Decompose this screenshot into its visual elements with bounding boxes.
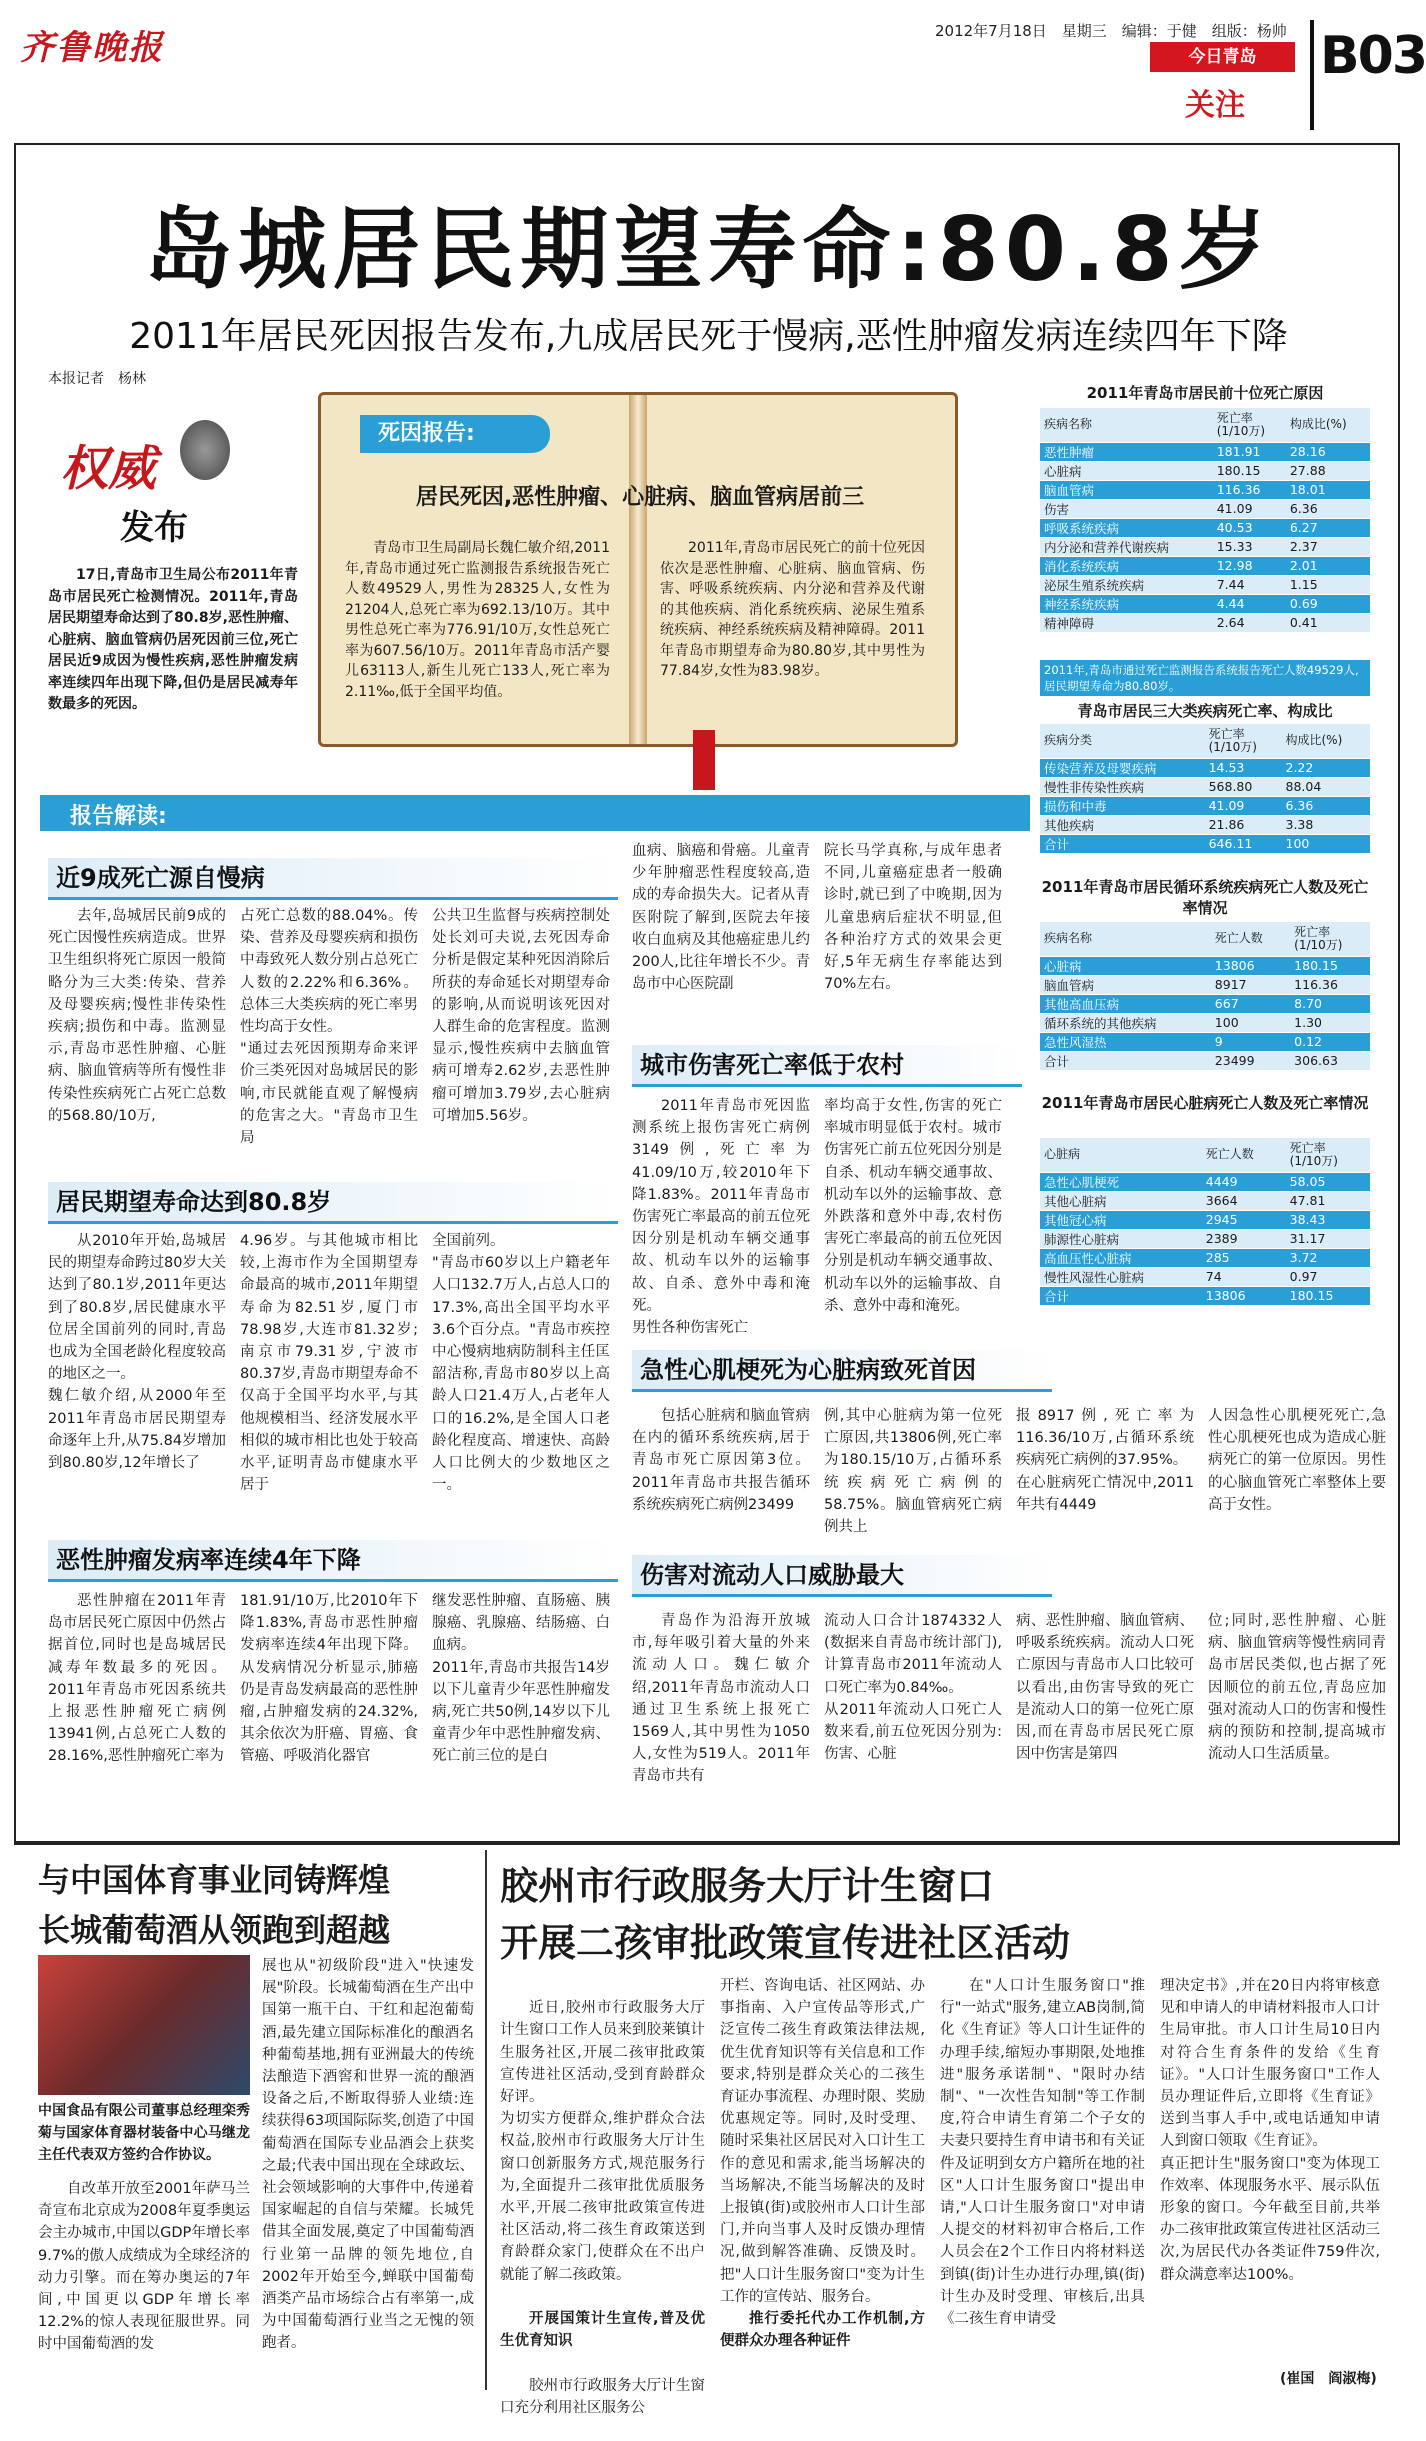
section-title-3: 恶性肿瘤发病率连续4年下降 bbox=[48, 1540, 618, 1582]
table-row bbox=[1040, 815, 1370, 834]
s4-col2: 率均高于女性,伤害的死亡率城市明显低于农村。城市伤害死亡前五位死因分别是自杀、机动车辆交通事故、机动车以外的运输事故、意外跌落和意外中毒,农村伤害死亡率最高的前五位死因分别是机动车辆交通事故、机动车以外的运输事故、自杀、意外中毒和淹死。 bbox=[824, 1098, 1002, 1314]
microphone-icon bbox=[180, 420, 230, 480]
table-cell: 285 bbox=[1202, 1248, 1286, 1267]
table-cell: 181.91 bbox=[1213, 442, 1286, 461]
section-bar-label: 报告解读: bbox=[70, 804, 167, 829]
headline: 岛城居民期望寿命:80.8岁 bbox=[144, 198, 1273, 301]
signing-photo bbox=[38, 1955, 250, 2095]
s5-col3: 报8917例,死亡率为116.36/10万,占循环系统疾病死亡病例的37.95%。 在心脏病死亡情况中,2011年共有4449 bbox=[1016, 1408, 1194, 1513]
table-cell: 伤害 bbox=[1040, 499, 1213, 518]
section-title-5: 急性心肌梗死为心脏病致死首因 bbox=[632, 1350, 1052, 1392]
s1-col2: 占死亡总数的88.04%。传染、营养及母婴疾病和损伤中毒致死人数分别占总死亡人数的2.22%和6.36%。总体三大类疾病的死亡率男性均高于女性。 "通过去死因预期寿命来评价三类死因对岛城居民的影响,市民就能直观了解慢病的危害之大。"青岛市卫生局 bbox=[240, 908, 418, 1147]
table-cell: 2945 bbox=[1202, 1210, 1286, 1229]
table-cell: 180.15 bbox=[1286, 1286, 1370, 1305]
table-header-cell: 死亡率 (1/10万) bbox=[1286, 1138, 1370, 1172]
table-cell: 急性风湿热 bbox=[1040, 1032, 1211, 1051]
table-cell: 0.69 bbox=[1286, 594, 1370, 613]
lead-paragraph: 17日,青岛市卫生局公布2011年青岛市居民死亡检测情况。2011年,青岛居民期望寿命达到了80.8岁,恶性肿瘤、心脏病、脑血管病仍居死因前三位,死亡居民近9成因为慢性疾病,恶性肿瘤发病率连续四年出现下降,但仍是居民减寿年数最多的死因。 bbox=[48, 567, 298, 712]
table-cell: 合计 bbox=[1040, 1286, 1202, 1305]
s1-col1: 去年,岛城居民前9成的死亡因慢性疾病造成。世界卫生组织将死亡原因一般简略分为三大类:传染、营养及母婴疾病;慢性非传染性疾病;损伤和中毒。监测显示,青岛市恶性肿瘤、心脏病、脑血管病等所有慢性非传染性疾病死亡占死亡总数的568.80/10万, bbox=[48, 908, 226, 1124]
jiaozhou-subhead1: 开展国策计生宣传,普及优生优育知识 bbox=[500, 2311, 705, 2350]
table-cell: 41.09 bbox=[1213, 499, 1286, 518]
table-three-categories bbox=[1040, 724, 1370, 854]
table-header-cell: 死亡率 (1/10万) bbox=[1290, 922, 1370, 956]
jiaozhou-col4: 理决定书》,并在20日内将审核意见和申请人的申请材料报市人口计生局审批。市人口计生局10日内对符合生育条件的发给《生育证》。"人口计生服务窗口"工作人员办理证件后,立即将《生育证》送到当事人手中,或电话通知申请人到窗口领取《生育证》。 真正把计生"服务窗口"变为体现工作效率、体现服务水平、展示队伍形象的窗口。今年截至目前,共举办二孩审批政策宣传进社区活动三次,为居民代办各类证件759件次,群众满意率达100%。 bbox=[1160, 1978, 1380, 2283]
table-cell: 306.63 bbox=[1290, 1051, 1370, 1070]
table-cell: 急性心肌梗死 bbox=[1040, 1172, 1202, 1191]
table-cell: 41.09 bbox=[1205, 796, 1282, 815]
bottom-separator bbox=[14, 1842, 1400, 1845]
jiaozhou-subhead2: 推行委托代办工作机制,方便群众办理各种证件 bbox=[720, 2311, 925, 2350]
table-cell: 40.53 bbox=[1213, 518, 1286, 537]
table-row bbox=[1040, 518, 1370, 537]
s2-col3: 全国前列。 "青岛市60岁以上户籍老年人口132.7万人,占总人口的17.3%,高出全国平均水平3.6个百分点。"青岛市疾控中心慢病地病防制科主任匡韶洁称,青岛市80岁以上高龄人口21.4万人,占老年人口的16.2%,是全国人口老龄化程度高、增速快、高龄人口比例大的少数地区之一。 bbox=[432, 1233, 610, 1494]
table-row bbox=[1040, 758, 1370, 777]
table-cell: 15.33 bbox=[1213, 537, 1286, 556]
table-row bbox=[1040, 1172, 1370, 1191]
table-cell: 4.44 bbox=[1213, 594, 1286, 613]
table-cell: 其他高血压病 bbox=[1040, 994, 1211, 1013]
table-header-cell: 构成比(%) bbox=[1282, 724, 1371, 758]
table-cell: 精神障碍 bbox=[1040, 613, 1213, 632]
table-cell: 神经系统疾病 bbox=[1040, 594, 1213, 613]
table-cell: 9 bbox=[1211, 1032, 1290, 1051]
table4-title: 2011年青岛市居民心脏病死亡人数及死亡率情况 bbox=[1041, 1094, 1369, 1112]
s4-col1: 2011年青岛市死因监测系统上报伤害死亡病例3149例,死亡率为41.09/10万,较2010年下降1.83%。2011年青岛市伤害死亡率最高的前五位死因分别是机动车辆交通事故、机动车以外的运输事故、自杀、意外中毒和淹死。 男性各种伤害死亡 bbox=[632, 1098, 810, 1337]
table-cell: 27.88 bbox=[1286, 461, 1370, 480]
table-header-row bbox=[1040, 408, 1370, 442]
date-line: 2012年7月18日 星期三 编辑：于健 组版：杨帅 bbox=[935, 22, 1287, 40]
table-row bbox=[1040, 975, 1370, 994]
table-header-cell: 死亡率 (1/10万) bbox=[1213, 408, 1286, 442]
s6-col2: 流动人口合计1874332人(数据来自青岛市统计部门),计算青岛市2011年流动人口死亡率为0.84‰。 从2011年流动人口死亡人数来看,前五位死因分别为:伤害、心脏 bbox=[824, 1613, 1002, 1763]
table-cell: 其他心脏病 bbox=[1040, 1191, 1202, 1210]
wine-article-title2: 长城葡萄酒从领跑到超越 bbox=[38, 1911, 391, 1949]
table-cell: 8917 bbox=[1211, 975, 1290, 994]
table-cell: 0.12 bbox=[1290, 1032, 1370, 1051]
jiaozhou-title2: 开展二孩审批政策宣传进社区活动 bbox=[500, 1921, 1071, 1965]
table-header-cell: 死亡率 (1/10万) bbox=[1205, 724, 1282, 758]
s2-col1: 从2010年开始,岛城居民的期望寿命跨过80岁大关达到了80.1岁,2011年更达到了80.8岁,居民健康水平位居全国前列的同时,青岛也成为全国老龄化程度较高的地区之一。 魏仁敏介绍,从2000年至2011年青岛市居民期望寿命逐年上升,从75.84岁增加到80.80岁,12年增长了 bbox=[48, 1233, 226, 1472]
bottom-divider bbox=[485, 1850, 487, 2390]
table-row bbox=[1040, 1051, 1370, 1070]
table3-title: 2011年青岛市居民循环系统疾病死亡人数及死亡率情况 bbox=[1041, 878, 1369, 917]
table-cell: 23499 bbox=[1211, 1051, 1290, 1070]
table-cell: 13806 bbox=[1211, 956, 1290, 975]
byline: 本报记者 杨林 bbox=[48, 371, 146, 387]
edition-box: 今日青岛 bbox=[1150, 42, 1295, 72]
table-cell: 心脏病 bbox=[1040, 461, 1213, 480]
table-cell: 其他疾病 bbox=[1040, 815, 1205, 834]
s6-col4: 位;同时,恶性肿瘤、心脏病、脑血管病等慢性病同青岛市居民类似,也占据了死因顺位的前五位,青岛应加强对流动人口的伤害和慢性病的预防和控制,提高城市流动人口生活质量。 bbox=[1208, 1613, 1386, 1763]
section-title-6: 伤害对流动人口威胁最大 bbox=[632, 1555, 1052, 1597]
s1-col5: 院长马学真称,与成年患者不同,儿童癌症患者一般确诊时,就已到了中晚期,因为儿童患病后症状不明显,但各种治疗方式的效果会更好,5年无病生存率能达到70%左右。 bbox=[824, 843, 1002, 993]
table-cell: 7.44 bbox=[1213, 575, 1286, 594]
table-row bbox=[1040, 575, 1370, 594]
page-number: B03 bbox=[1320, 26, 1426, 86]
s2-col2: 4.96岁。与其他城市相比较,上海市作为全国期望寿命最高的城市,2011年期望寿命为82.51岁,厦门市78.98岁,大连市81.32岁;南京市79.31岁,宁波市80.37岁,青岛市期望寿命不仅高于全国平均水平,与其他规模相当、经济发展水平相似的城市相比也处于较高水平,证明青岛市健康水平居于 bbox=[240, 1233, 418, 1494]
table-circulatory bbox=[1040, 922, 1370, 1071]
section-title-2: 居民期望寿命达到80.8岁 bbox=[48, 1182, 618, 1224]
table-cell: 脑血管病 bbox=[1040, 480, 1213, 499]
s6-col3: 病、恶性肿瘤、脑血管病、呼吸系统疾病。流动人口死亡原因与青岛市人口比较可以看出,由伤害导致的死亡是流动人口的第一位死亡原因,而在青岛市居民死亡原因中伤害是第四 bbox=[1016, 1613, 1194, 1763]
table-header-cell: 疾病名称 bbox=[1040, 408, 1213, 442]
table-row bbox=[1040, 556, 1370, 575]
table-cell: 脑血管病 bbox=[1040, 975, 1211, 994]
s3-col3: 继发恶性肿瘤、直肠癌、胰腺癌、乳腺癌、结肠癌、白血病。 2011年,青岛市共报告14岁以下儿童青少年恶性肿瘤发病,死亡共50例,14岁以下儿童青少年中恶性肿瘤发病、死亡前三位的是白 bbox=[432, 1593, 610, 1765]
table-cell: 14.53 bbox=[1205, 758, 1282, 777]
table-header-row bbox=[1040, 922, 1370, 956]
table-cell: 2.22 bbox=[1282, 758, 1371, 777]
table-cell: 2.37 bbox=[1286, 537, 1370, 556]
table-cell: 116.36 bbox=[1213, 480, 1286, 499]
table-cell: 6.36 bbox=[1286, 499, 1370, 518]
table-cell: 116.36 bbox=[1290, 975, 1370, 994]
table-cell: 3.72 bbox=[1286, 1248, 1370, 1267]
book-spine bbox=[629, 395, 647, 744]
s5-col1: 包括心脏病和脑血管病在内的循环系统疾病,居于青岛市死亡原因第3位。2011年青岛市共报告循环系统疾病死亡病例23499 bbox=[632, 1408, 810, 1513]
table-cell: 18.01 bbox=[1286, 480, 1370, 499]
table-header-cell: 疾病名称 bbox=[1040, 922, 1211, 956]
table-cell: 2.64 bbox=[1213, 613, 1286, 632]
table-cell: 传染营养及母婴疾病 bbox=[1040, 758, 1205, 777]
book-right-text: 2011年,青岛市居民死亡的前十位死因依次是恶性肿瘤、心脏病、脑血管病、伤害、呼吸系统疾病、内分泌和营养及代谢的其他疾病、消化系统疾病、泌尿生殖系统疾病、神经系统疾病及精神障碍。2011年青岛市期望寿命为80.80岁,其中男性为77.84岁,女性为83.98岁。 bbox=[660, 540, 925, 679]
table-row bbox=[1040, 1013, 1370, 1032]
table-cell: 180.15 bbox=[1213, 461, 1286, 480]
table-cell: 568.80 bbox=[1205, 777, 1282, 796]
wine-article-title1: 与中国体育事业同铸辉煌 bbox=[38, 1861, 391, 1899]
table-header-row bbox=[1040, 724, 1370, 758]
table-heart-disease bbox=[1040, 1138, 1370, 1306]
section-title-4: 城市伤害死亡率低于农村 bbox=[632, 1045, 1022, 1087]
table-cell: 74 bbox=[1202, 1267, 1286, 1286]
table-cell: 消化系统疾病 bbox=[1040, 556, 1213, 575]
table-cell: 循环系统的其他疾病 bbox=[1040, 1013, 1211, 1032]
table-cell: 88.04 bbox=[1282, 777, 1371, 796]
jiaozhou-title1: 胶州市行政服务大厅计生窗口 bbox=[500, 1864, 995, 1908]
jiaozhou-col2: 开栏、咨询电话、社区网站、办事指南、入户宣传品等形式,广泛宣传二孩生育政策法律法规,优生优育知识等有关信息和工作要求,特别是群众关心的二孩生育证办事流程、办理时限、奖励优惠规定等。同时,及时受理、随时采集社区居民对入口计生工作的意见和需求,能当场解决的当场解决,不能当场解决的及时上报镇(街)或胶州市人口计生部门,并向当事人及时反馈办理情况,做到解答准确、反馈及时。把"人口计生服务窗口"变为计生工作的宣传站、服务台。 推行委托代办工作机制,方便群众办理各种证件 bbox=[720, 1975, 925, 2387]
stamp-line1: 权威 bbox=[60, 441, 157, 497]
table-cell: 100 bbox=[1211, 1013, 1290, 1032]
table-cell: 肺源性心脏病 bbox=[1040, 1229, 1202, 1248]
table-header-cell: 疾病分类 bbox=[1040, 724, 1205, 758]
s3-col1: 恶性肿瘤在2011年青岛市居民死亡原因中仍然占据首位,同时也是岛城居民减寿年数最多的死因。2011年青岛市死因系统共上报恶性肿瘤死亡病例13941例,占总死亡人数的28.16%,恶性肿瘤死亡率为 bbox=[48, 1593, 226, 1765]
table-cell: 其他冠心病 bbox=[1040, 1210, 1202, 1229]
s5-col4: 人因急性心肌梗死死亡,急性心肌梗死也成为造成心脏病死亡的第一位原因。男性的心脑血管死亡率整体上要高于女性。 bbox=[1208, 1408, 1386, 1513]
edition-section: 关注 bbox=[1185, 88, 1245, 123]
table1-title: 2011年青岛市居民前十位死亡原因 bbox=[1086, 384, 1324, 402]
stamp-line2: 发布 bbox=[120, 508, 188, 548]
table-cell: 0.41 bbox=[1286, 613, 1370, 632]
table-cell: 2389 bbox=[1202, 1229, 1286, 1248]
table-row bbox=[1040, 1191, 1370, 1210]
table-cell: 呼吸系统疾病 bbox=[1040, 518, 1213, 537]
book-title: 死因报告: bbox=[360, 415, 550, 453]
book-left-text: 青岛市卫生局副局长魏仁敏介绍,2011年,青岛市通过死亡监测报告系统报告死亡人数49529人,男性为28325人,女性为21204人,总死亡率为692.13/10万。其中男性总死亡率为776.91/10万,女性总死亡率为607.56/10万。2011年青岛市活产婴儿63113人,新生儿死亡133人,死亡率为2.11‰,低于全国平均值。 bbox=[345, 540, 610, 700]
table-row bbox=[1040, 442, 1370, 461]
table-row bbox=[1040, 499, 1370, 518]
table-row bbox=[1040, 1286, 1370, 1305]
s6-col1: 青岛作为沿海开放城市,每年吸引着大量的外来流动人口。魏仁敏介绍,2011年青岛市流动人口通过卫生系统上报死亡1569人,其中男性为1050人,女性为519人。2011年青岛市共有 bbox=[632, 1613, 810, 1785]
table-cell: 1.30 bbox=[1290, 1013, 1370, 1032]
table-cell: 心脏病 bbox=[1040, 956, 1211, 975]
table-cell: 646.11 bbox=[1205, 834, 1282, 853]
table-cell: 21.86 bbox=[1205, 815, 1282, 834]
table-cell: 合计 bbox=[1040, 834, 1205, 853]
table-row bbox=[1040, 777, 1370, 796]
jiaozhou-col1: 近日,胶州市行政服务大厅计生窗口工作人员来到胶莱镇计生服务社区,开展二孩审批政策宣传进社区活动,受到育龄群众好评。 为切实方便群众,维护群众合法权益,胶州市行政服务大厅计生窗口创新服务方式,规范服务行为,全面提升二孩审批优质服务水平,开展二孩审批政策宣传进社区活动,将二孩生育政策送到育龄群众家门,使群众在不出户就能了解二孩政策。 开展国策计生宣传,普及优生优育知识 胶州市行政服务大厅计生窗口充分利用社区服务公 bbox=[500, 2000, 705, 2416]
table-cell: 31.17 bbox=[1286, 1229, 1370, 1248]
table-cell: 100 bbox=[1282, 834, 1371, 853]
table-cell: 4449 bbox=[1202, 1172, 1286, 1191]
table-cell: 高血压性心脏病 bbox=[1040, 1248, 1202, 1267]
table-row bbox=[1040, 480, 1370, 499]
table-cell: 1.15 bbox=[1286, 575, 1370, 594]
table-top-ten-causes bbox=[1040, 408, 1370, 633]
jiaozhou-credit: (崔国 阎淑梅) bbox=[1280, 2371, 1377, 2387]
table-cell: 合计 bbox=[1040, 1051, 1211, 1070]
table-cell: 12.98 bbox=[1213, 556, 1286, 575]
table-cell: 8.70 bbox=[1290, 994, 1370, 1013]
table-cell: 6.36 bbox=[1282, 796, 1371, 815]
bookmark-ribbon bbox=[693, 730, 715, 790]
table-cell: 180.15 bbox=[1290, 956, 1370, 975]
wine-col2: 展也从"初级阶段"进入"快速发展"阶段。长城葡萄酒在生产出中国第一瓶干白、干红和起泡葡萄酒,最先建立国际标准化的酿酒名种葡萄基地,拥有亚洲最大的传统法酿造下酒窖和世界一流的酿酒设备之后,不断取得骄人业绩:连续获得63项国际际奖,创造了中国葡萄酒在国际专业品酒会上获奖之最;代表中国出现在全球政坛、社会领域影响的大事件中,传递着国家崛起的自信与荣耀。长城凭借其全面发展,奠定了中国葡萄酒行业第一品牌的领先地位,自2002年开始至今,蝉联中国葡萄酒类产品市场综合占有率第一,成为中国葡萄酒行业当之无愧的领跑者。 bbox=[262, 1958, 474, 2352]
table-cell: 28.16 bbox=[1286, 442, 1370, 461]
table-row bbox=[1040, 1210, 1370, 1229]
s1-col4: 血病、脑癌和骨癌。儿童青少年肿瘤恶性程度较高,造成的寿命损失大。记者从青医附院了解到,医院去年接收白血病及其他癌症患儿约200人,比往年增长不少。青岛市中心医院副 bbox=[632, 843, 810, 993]
table-cell: 损伤和中毒 bbox=[1040, 796, 1205, 815]
s5-col2: 例,其中心脏病为第一位死亡原因,共13806例,死亡率为180.15/10万,占循环系统疾病死亡病例的58.75%。脑血管病死亡病例共上 bbox=[824, 1408, 1002, 1536]
table-row bbox=[1040, 1032, 1370, 1051]
table-header-row bbox=[1040, 1138, 1370, 1172]
authority-stamp bbox=[60, 420, 230, 560]
s1-col3: 公共卫生监督与疾病控制处处长刘可夫说,去死因寿命分析是假定某种死因消除后所获的寿命延长对期望寿命的影响,从而说明该死因对人群生命的危害程度。监测显示,慢性疾病中去脑血管病可增寿2.62岁,去恶性肿瘤可增加3.79岁,去心脏病可增加5.56岁。 bbox=[432, 908, 610, 1124]
table-header-cell: 死亡人数 bbox=[1211, 922, 1290, 956]
table-header-cell: 构成比(%) bbox=[1286, 408, 1370, 442]
table-header-cell: 死亡人数 bbox=[1202, 1138, 1286, 1172]
table-header-cell: 心脏病 bbox=[1040, 1138, 1202, 1172]
table-cell: 2.01 bbox=[1286, 556, 1370, 575]
table-cell: 内分泌和营养代谢疾病 bbox=[1040, 537, 1213, 556]
table-row bbox=[1040, 834, 1370, 853]
table-row bbox=[1040, 613, 1370, 632]
table-cell: 泌尿生殖系统疾病 bbox=[1040, 575, 1213, 594]
table-cell: 0.97 bbox=[1286, 1267, 1370, 1286]
table-row bbox=[1040, 1267, 1370, 1286]
section-title-1: 近9成死亡源自慢病 bbox=[48, 858, 618, 900]
table-cell: 13806 bbox=[1202, 1286, 1286, 1305]
table-cell: 38.43 bbox=[1286, 1210, 1370, 1229]
table-cell: 3664 bbox=[1202, 1191, 1286, 1210]
table-cell: 47.81 bbox=[1286, 1191, 1370, 1210]
table2-title: 青岛市居民三大类疾病死亡率、构成比 bbox=[1077, 702, 1333, 720]
section-bar bbox=[40, 795, 1030, 831]
table1-note: 2011年,青岛市通过死亡监测报告系统报告死亡人数49529人,居民期望寿命为80.80岁。 bbox=[1040, 660, 1370, 696]
table-cell: 3.38 bbox=[1282, 815, 1371, 834]
photo-caption: 中国食品有限公司董事总经理栾秀菊与国家体育器材装备中心马继龙主任代表双方签约合作协议。 bbox=[38, 2103, 250, 2163]
jiaozhou-col3: 在"人口计生服务窗口"推行"一站式"服务,建立AB岗制,简化《生育证》等人口计生证件的办理手续,缩短办事期限,处地推进"服务承诺制"、"限时办结制"、"一次性告知制"等工作制度,符合申请生育第二个子女的夫妻只要持生育申请书和有关证件及证明到女方户籍所在地的社区"人口计生服务窗口"提出申请,"人口计生服务窗口"对申请人提交的材料初审合格后,工作人员会在2个工作日内将材料送到镇(街)计生办进行办理,镇(街)计生办及时受理、审核后,出具《二孩生育申请受 bbox=[940, 1978, 1145, 2328]
table-row bbox=[1040, 1248, 1370, 1267]
table-row bbox=[1040, 956, 1370, 975]
page-rule bbox=[1310, 20, 1314, 130]
table-cell: 慢性非传染性疾病 bbox=[1040, 777, 1205, 796]
table-row bbox=[1040, 1229, 1370, 1248]
table-cell: 恶性肿瘤 bbox=[1040, 442, 1213, 461]
table-cell: 6.27 bbox=[1286, 518, 1370, 537]
table-cell: 667 bbox=[1211, 994, 1290, 1013]
table-row bbox=[1040, 796, 1370, 815]
newspaper-logo: 齐鲁晚报 bbox=[20, 28, 164, 68]
wine-col1: 自改革开放至2001年萨马兰奇宣布北京成为2008年夏季奥运会主办城市,中国以GDP年增长率9.7%的傲人成绩成为全球经济的动力引擎。而在筹办奥运的7年间,中国更以GDP年增长率12.2%的惊人表现征服世界。同时中国葡萄酒的发 bbox=[38, 2181, 250, 2353]
table-row bbox=[1040, 994, 1370, 1013]
table-row bbox=[1040, 461, 1370, 480]
table-row bbox=[1040, 594, 1370, 613]
table-row bbox=[1040, 537, 1370, 556]
s3-col2: 181.91/10万,比2010年下降1.83%,青岛市恶性肿瘤发病率连续4年出现下降。从发病情况分析显示,肺癌仍是青岛发病最高的恶性肿瘤,占肿瘤发病的24.32%,其余依次为肝癌、胃癌、食管癌、呼吸消化器官 bbox=[240, 1593, 418, 1765]
table-cell: 58.05 bbox=[1286, 1172, 1370, 1191]
table-cell: 慢性风湿性心脏病 bbox=[1040, 1267, 1202, 1286]
subhead: 2011年居民死因报告发布,九成居民死于慢病,恶性肿瘤发病连续四年下降 bbox=[129, 316, 1288, 357]
book-subtitle: 居民死因,恶性肿瘤、心脏病、脑血管病居前三 bbox=[415, 485, 865, 510]
